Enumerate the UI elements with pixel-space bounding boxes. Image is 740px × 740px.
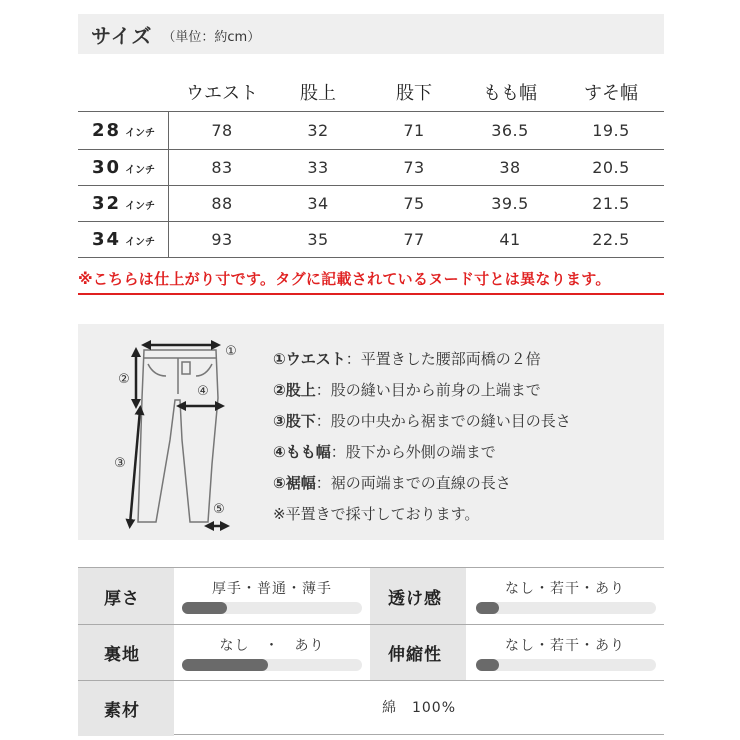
legend-footnote: ※平置きで採寸しております。 bbox=[273, 505, 480, 523]
marker-3: ③ bbox=[114, 456, 126, 471]
table-cell: 78 bbox=[211, 121, 233, 140]
size-title-bar bbox=[78, 14, 664, 54]
marker-4: ④ bbox=[197, 384, 209, 399]
measurement-diagram-panel bbox=[78, 324, 664, 540]
table-cell: 71 bbox=[403, 121, 425, 140]
legend-inseam: ③股下：股の中央から裾までの縫い目の長さ bbox=[273, 412, 571, 430]
legend-waist: ①ウエスト：平置きした腰部両橋の２倍 bbox=[273, 350, 541, 368]
attr-options-sheerness: なし・若干・あり bbox=[505, 581, 625, 597]
row-label-30: 30 インチ bbox=[92, 156, 156, 178]
size-unit: （単位：約cm） bbox=[162, 30, 261, 45]
legend-hem: ⑤裾幅：裾の両端までの直線の長さ bbox=[273, 474, 511, 492]
header-waist: ウエスト bbox=[186, 83, 258, 104]
table-cell: 34 bbox=[307, 194, 329, 213]
header-inseam: 股下 bbox=[396, 83, 432, 104]
measurement-legend bbox=[273, 344, 653, 530]
lining-bar bbox=[182, 659, 362, 671]
attr-label-thickness: 厚さ bbox=[78, 568, 174, 624]
stretch-bar bbox=[476, 659, 656, 671]
attr-options-stretch: なし・若干・あり bbox=[505, 638, 625, 654]
thickness-bar-fill bbox=[182, 602, 227, 614]
table-cell: 93 bbox=[211, 230, 233, 249]
attr-label-lining: 裏地 bbox=[78, 625, 174, 680]
marker-1: ① bbox=[225, 344, 237, 359]
table-cell: 38 bbox=[499, 158, 521, 177]
table-cell: 32 bbox=[307, 121, 329, 140]
header-hem: すそ幅 bbox=[584, 83, 638, 104]
attr-label-sheerness: 透け感 bbox=[370, 568, 466, 624]
table-cell: 75 bbox=[403, 194, 425, 213]
table-cell: 33 bbox=[307, 158, 329, 177]
stretch-bar-fill bbox=[476, 659, 499, 671]
finished-size-note: ※こちらは仕上がり寸です。タグに記載されているヌード寸とは異なります。 bbox=[78, 270, 611, 288]
sheerness-bar-fill bbox=[476, 602, 499, 614]
marker-2: ② bbox=[118, 372, 130, 387]
lining-bar-fill bbox=[182, 659, 268, 671]
table-cell: 36.5 bbox=[491, 121, 529, 140]
table-cell: 41 bbox=[499, 230, 521, 249]
table-cell: 73 bbox=[403, 158, 425, 177]
header-rise: 股上 bbox=[300, 83, 336, 104]
marker-5: ⑤ bbox=[213, 502, 225, 517]
row-label-28: 28 インチ bbox=[92, 119, 156, 141]
thickness-bar bbox=[182, 602, 362, 614]
table-cell: 20.5 bbox=[592, 158, 630, 177]
table-cell: 22.5 bbox=[592, 230, 630, 249]
attr-label-material: 素材 bbox=[78, 681, 174, 736]
attr-options-thickness: 厚手・普通・薄手 bbox=[212, 581, 332, 597]
attr-options-lining: なし ・ あり bbox=[219, 638, 325, 654]
table-cell: 39.5 bbox=[491, 194, 529, 213]
header-thigh: もも幅 bbox=[483, 83, 537, 104]
table-cell: 77 bbox=[403, 230, 425, 249]
attr-value-material: 綿 100% bbox=[381, 700, 457, 716]
table-cell: 83 bbox=[211, 158, 233, 177]
table-cell: 21.5 bbox=[592, 194, 630, 213]
attr-label-stretch: 伸縮性 bbox=[370, 625, 466, 680]
legend-rise: ②股上：股の縫い目から前身の上端まで bbox=[273, 381, 541, 399]
fabric-attributes-table bbox=[78, 567, 664, 735]
size-title: サイズ bbox=[91, 23, 153, 48]
row-label-32: 32 インチ bbox=[92, 192, 156, 214]
sheerness-bar bbox=[476, 602, 656, 614]
row-label-34: 34 インチ bbox=[92, 228, 156, 250]
table-cell: 88 bbox=[211, 194, 233, 213]
table-cell: 19.5 bbox=[592, 121, 630, 140]
table-cell: 35 bbox=[307, 230, 329, 249]
note-underline bbox=[78, 293, 664, 295]
legend-thigh: ④もも幅：股下から外側の端まで bbox=[273, 443, 496, 461]
pants-diagram bbox=[78, 324, 268, 540]
pants-outline-icon bbox=[138, 350, 218, 522]
table-label-divider bbox=[168, 111, 169, 257]
